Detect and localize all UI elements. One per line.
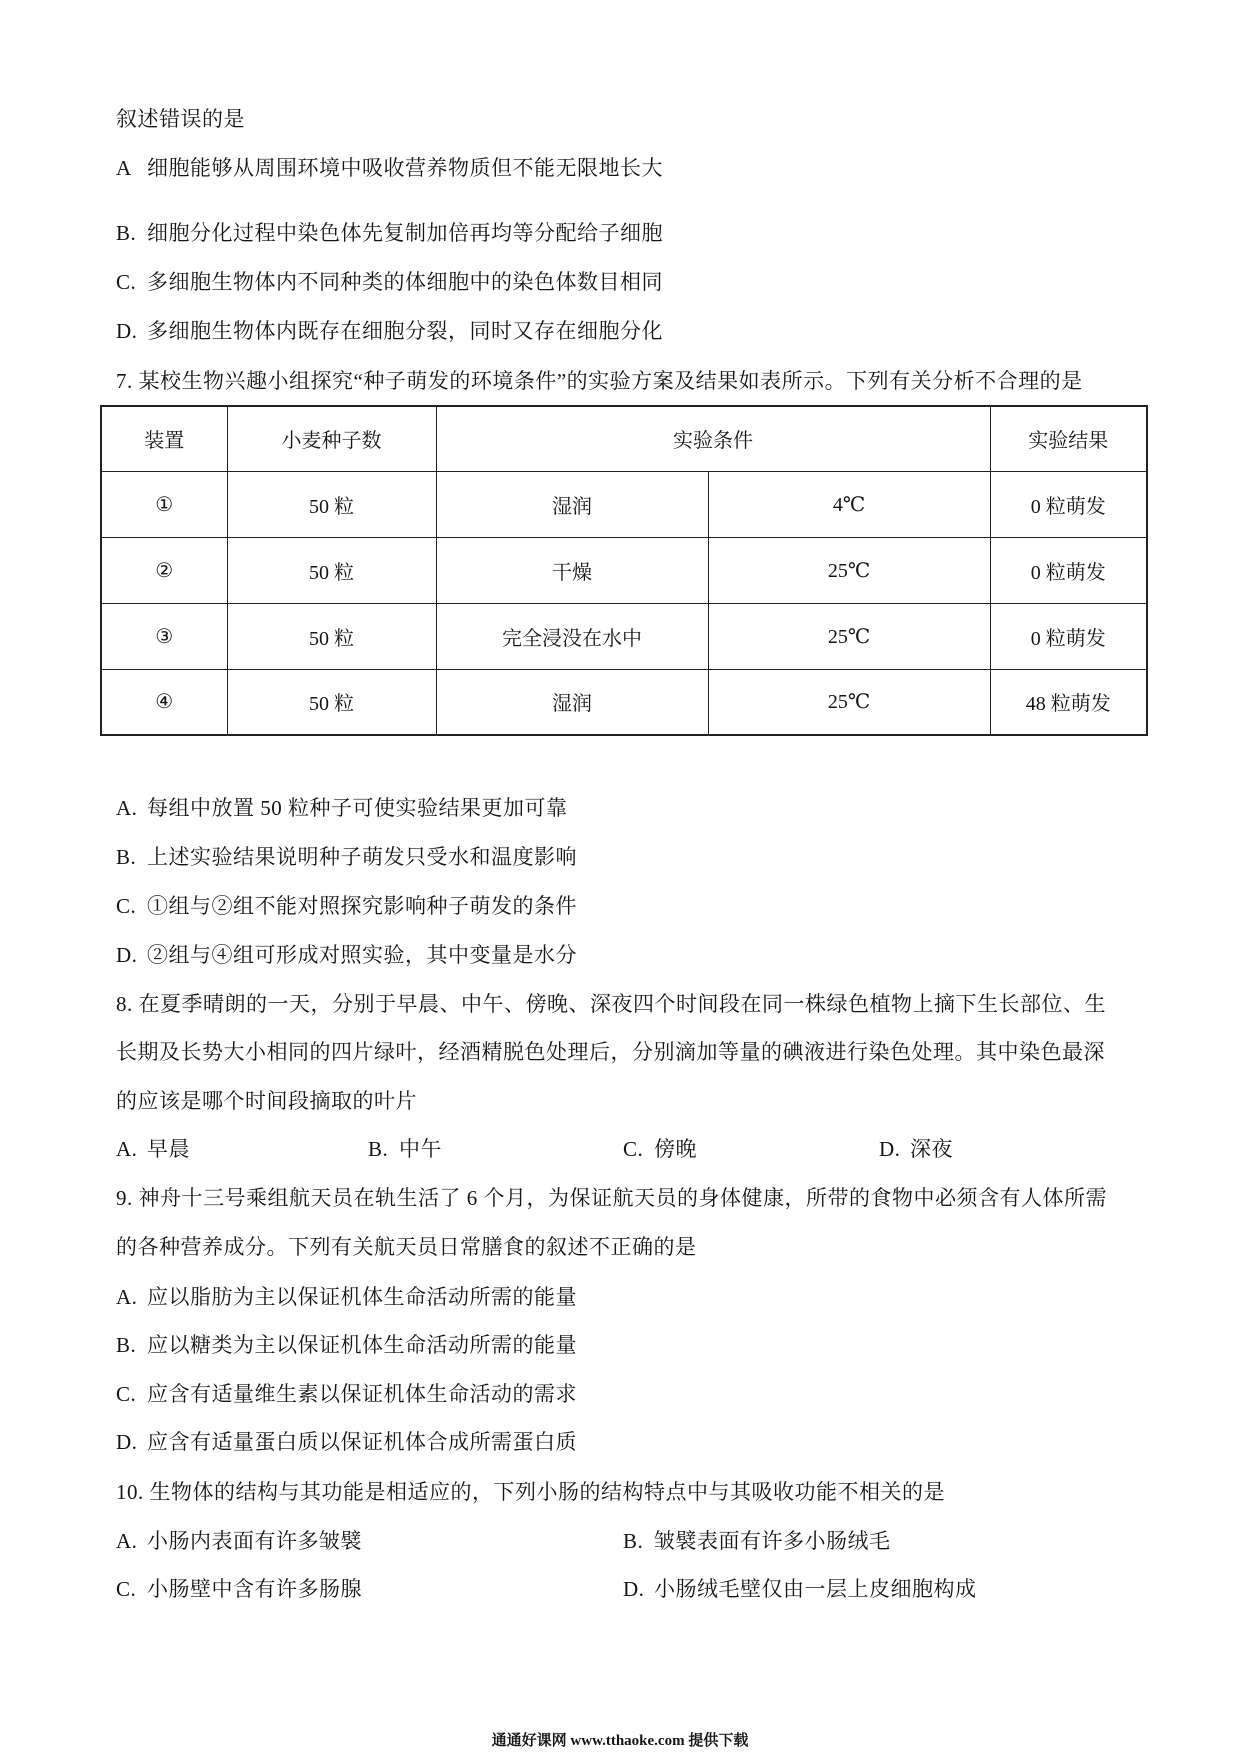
table-cell: 50 粒 (227, 471, 436, 537)
header-seed-count: 小麦种子数 (227, 406, 436, 471)
header-device: 装置 (101, 406, 227, 471)
q9-option-c (116, 1379, 577, 1409)
table-cell: 25℃ (708, 537, 990, 603)
q9-stem-line: 的各种营养成分。下列有关航天员日常膳食的叙述不正确的是 (116, 1235, 697, 1259)
q7-stem: 7. 某校生物兴趣小组探究“种子萌发的环境条件”的实验方案及结果如表所示。下列有关分析不合理的是 (116, 369, 1083, 393)
table-cell: 0 粒萌发 (990, 471, 1147, 537)
option-label: A. (116, 1285, 138, 1309)
q9-stem-line: 9. 神舟十三号乘组航天员在轨生活了 6 个月，为保证航天员的身体健康，所带的食物中必须含有人体所需 (116, 1186, 1107, 1210)
q10-option-d (623, 1574, 977, 1604)
table-row (101, 537, 1147, 603)
q8-stem-line: 的应该是哪个时间段摘取的叶片 (116, 1089, 417, 1113)
table-cell: ③ (101, 603, 227, 669)
option-text: 小肠绒毛壁仅由一层上皮细胞构成 (654, 1577, 977, 1601)
option-label: A. (116, 796, 138, 820)
table-cell: 50 粒 (227, 669, 436, 735)
option-text: ①组与②组不能对照探究影响种子萌发的条件 (147, 894, 577, 918)
option-text: ②组与④组可形成对照实验，其中变量是水分 (147, 943, 577, 967)
q8-stem-line: 8. 在夏季晴朗的一天，分别于早晨、中午、傍晚、深夜四个时间段在同一株绿色植物上摘下生长部位、生 (116, 992, 1106, 1016)
table-row (101, 471, 1147, 537)
table-cell: 完全浸没在水中 (436, 603, 708, 669)
q6-option-d (116, 316, 663, 346)
option-label: D. (116, 319, 138, 343)
table-cell: 0 粒萌发 (990, 603, 1147, 669)
option-text: 应以糖类为主以保证机体生命活动所需的能量 (147, 1333, 577, 1357)
option-text: 应以脂肪为主以保证机体生命活动所需的能量 (147, 1285, 577, 1309)
table-cell: 干燥 (436, 537, 708, 603)
table-cell: 4℃ (708, 471, 990, 537)
q9-option-d (116, 1427, 577, 1457)
q8-option-c (623, 1134, 697, 1164)
option-label: B. (116, 845, 137, 869)
experiment-table (100, 405, 1148, 736)
q8-stem-line: 长期及长势大小相同的四片绿叶，经酒精脱色处理后，分别滴加等量的碘液进行染色处理。其中染色最深 (116, 1040, 1105, 1064)
option-text: 早晨 (147, 1137, 190, 1161)
q7-option-b (116, 842, 577, 872)
option-label: A. (116, 1137, 138, 1161)
table-row (101, 669, 1147, 735)
q8-option-a (116, 1134, 190, 1164)
q7-option-a (116, 793, 568, 823)
q7-option-c (116, 891, 577, 921)
option-label: D. (116, 1430, 138, 1454)
option-label: C. (116, 270, 137, 294)
option-text: 应含有适量蛋白质以保证机体合成所需蛋白质 (147, 1430, 577, 1454)
option-text: 每组中放置 50 粒种子可使实验结果更加可靠 (147, 796, 568, 820)
option-label: A. (116, 1529, 138, 1553)
option-label: D. (116, 943, 138, 967)
table-cell: 48 粒萌发 (990, 669, 1147, 735)
table-cell: 50 粒 (227, 537, 436, 603)
header-conditions: 实验条件 (436, 406, 990, 471)
option-text: 应含有适量维生素以保证机体生命活动的需求 (147, 1382, 577, 1406)
option-text: 皱襞表面有许多小肠绒毛 (654, 1529, 891, 1553)
header-result: 实验结果 (990, 406, 1147, 471)
q9-option-a (116, 1282, 577, 1312)
option-label: B. (116, 1333, 137, 1357)
table-cell: 50 粒 (227, 603, 436, 669)
option-text: 多细胞生物体内不同种类的体细胞中的染色体数目相同 (147, 270, 663, 294)
q10-option-a (116, 1526, 362, 1556)
q6-option-c (116, 267, 663, 297)
option-text: 上述实验结果说明种子萌发只受水和温度影响 (147, 845, 577, 869)
q6-option-b (116, 218, 663, 248)
table-cell: 25℃ (708, 669, 990, 735)
option-label: C. (623, 1137, 644, 1161)
q6-option-a (116, 153, 663, 183)
option-text: 小肠内表面有许多皱襞 (147, 1529, 362, 1553)
option-text: 傍晚 (654, 1137, 697, 1161)
option-text: 中午 (399, 1137, 442, 1161)
option-label: B. (116, 221, 137, 245)
option-label: D. (623, 1577, 645, 1601)
table-row (101, 603, 1147, 669)
option-label: B. (368, 1137, 389, 1161)
option-label: D. (879, 1137, 901, 1161)
option-text: 细胞能够从周围环境中吸收营养物质但不能无限地长大 (147, 156, 663, 180)
table-cell: 湿润 (436, 669, 708, 735)
table-cell: 25℃ (708, 603, 990, 669)
option-label: B. (623, 1529, 644, 1553)
option-text: 多细胞生物体内既存在细胞分裂，同时又存在细胞分化 (147, 319, 663, 343)
table-cell: 湿润 (436, 471, 708, 537)
q8-option-b (368, 1134, 442, 1164)
table-cell: 0 粒萌发 (990, 537, 1147, 603)
option-text: 细胞分化过程中染色体先复制加倍再均等分配给子细胞 (147, 221, 663, 245)
option-label: C. (116, 1382, 137, 1406)
table-cell: ② (101, 537, 227, 603)
option-text: 深夜 (910, 1137, 953, 1161)
q9-option-b (116, 1330, 577, 1360)
page-footer: 通通好课网 www.tthaoke.com 提供下载 (491, 1733, 749, 1749)
q10-stem: 10. 生物体的结构与其功能是相适应的，下列小肠的结构特点中与其吸收功能不相关的是 (116, 1480, 945, 1504)
q8-option-d (879, 1134, 953, 1164)
q10-option-c (116, 1574, 362, 1604)
option-label: A (116, 156, 132, 180)
table-cell: ④ (101, 669, 227, 735)
q10-option-b (623, 1526, 891, 1556)
option-text: 小肠壁中含有许多肠腺 (147, 1577, 362, 1601)
table-cell: ① (101, 471, 227, 537)
q7-option-d (116, 940, 577, 970)
table-header-row (101, 406, 1147, 471)
q6-stem-tail: 叙述错误的是 (116, 107, 245, 131)
option-label: C. (116, 894, 137, 918)
option-label: C. (116, 1577, 137, 1601)
